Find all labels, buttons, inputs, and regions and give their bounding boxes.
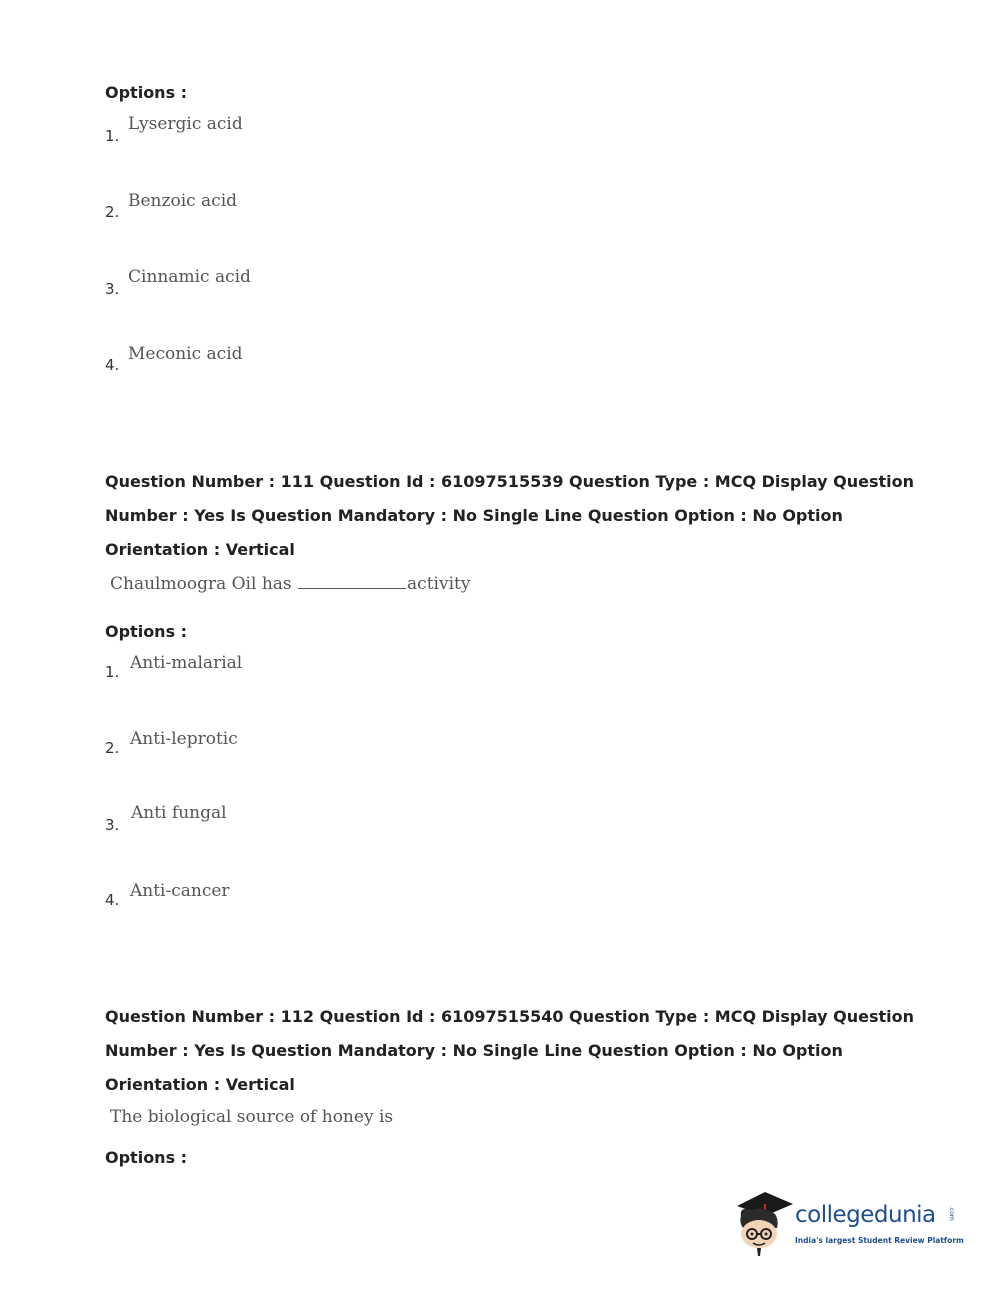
logo-tagline: India's largest Student Review Platform [795,1236,964,1245]
question-112-text: The biological source of honey is [110,1107,394,1127]
option-text: Anti fungal [131,803,227,823]
option-number: 3. [105,816,120,834]
option-number: 2. [105,739,120,757]
question-meta-line: Question Number : 112 Question Id : 61097515540 Question Type : MCQ Display Question [105,1007,915,1026]
option-number: 1. [105,127,120,145]
question-meta-line: Question Number : 111 Question Id : 61097515539 Question Type : MCQ Display Question [105,472,915,491]
options-heading: Options : [105,83,188,102]
options-heading: Options : [105,622,188,641]
question-meta-line: Orientation : Vertical [105,540,295,559]
option-text: Anti-leprotic [130,729,238,749]
mascot-graduate-icon [735,1188,793,1258]
option-number: 1. [105,663,120,681]
fill-blank [298,574,406,589]
option-text: Cinnamic acid [128,267,251,287]
option-text: Anti-malarial [130,653,243,673]
question-text-after: activity [407,574,471,594]
question-111-meta [105,465,915,567]
question-meta-line: Orientation : Vertical [105,1075,295,1094]
collegedunia-logo [735,1188,965,1258]
option-text: Lysergic acid [128,114,243,134]
option-text: Meconic acid [128,344,243,364]
question-111-text [110,574,470,594]
question-text-before: Chaulmoogra Oil has [110,574,292,594]
option-number: 4. [105,891,120,909]
question-112-meta [105,1000,915,1102]
option-text: Benzoic acid [128,191,238,211]
question-meta-line: Number : Yes Is Question Mandatory : No Single Line Question Option : No Option [105,506,843,525]
logo-wordmark: collegedunia [795,1202,936,1228]
option-text: Anti-cancer [130,881,230,901]
option-number: 3. [105,280,120,298]
option-number: 4. [105,356,120,374]
logo-com: .com [948,1206,955,1221]
options-heading: Options : [105,1148,188,1167]
option-number: 2. [105,203,120,221]
question-meta-line: Number : Yes Is Question Mandatory : No Single Line Question Option : No Option [105,1041,843,1060]
